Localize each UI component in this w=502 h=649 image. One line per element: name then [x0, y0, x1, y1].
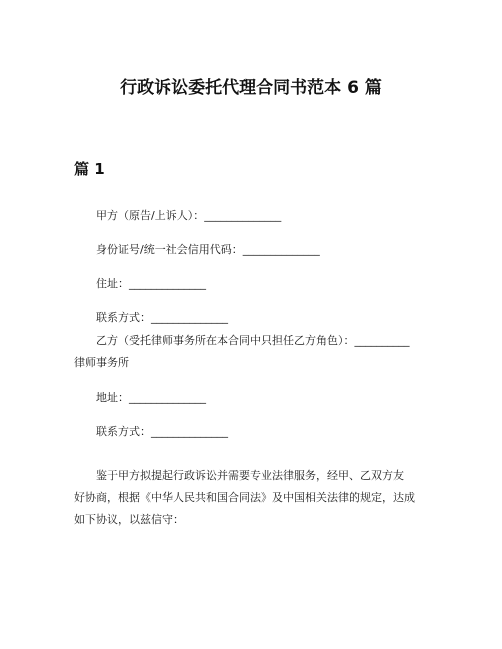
contact-b-text: 联系方式：______________	[96, 425, 228, 438]
party-b-line-1: 乙方（受托律师事务所在本合同中只担任乙方角色）：__________	[96, 334, 410, 347]
preamble-line-2: 好协商，根据《中华人民共和国合同法》及中国相关法律的规定，达成	[74, 491, 415, 504]
section-heading: 篇 1	[74, 160, 105, 178]
address-b-text: 地址：______________	[96, 391, 206, 404]
id-number-text: 身份证号/统一社会信用代码：______________	[96, 243, 320, 256]
address-b-line	[74, 387, 434, 409]
contact-a-text: 联系方式：______________	[96, 311, 228, 324]
address-a-line	[74, 273, 434, 295]
preamble-paragraph	[74, 465, 434, 531]
contact-b-line	[74, 421, 434, 443]
id-number-line	[74, 239, 434, 261]
party-a-line	[74, 205, 434, 227]
party-a-text: 甲方（原告/上诉人）：______________	[96, 209, 282, 222]
document-title: 行政诉讼委托代理合同书范本 6 篇	[120, 78, 382, 98]
preamble-line-3: 如下协议，以兹信守：	[74, 513, 184, 526]
preamble-line-1: 鉴于甲方拟提起行政诉讼并需要专业法律服务，经甲、乙双方友	[96, 469, 404, 482]
address-a-text: 住址：______________	[96, 277, 206, 290]
party-b-line-2: 律师事务所	[74, 356, 129, 369]
contact-a-line	[74, 307, 434, 329]
party-b-paragraph	[74, 330, 434, 374]
